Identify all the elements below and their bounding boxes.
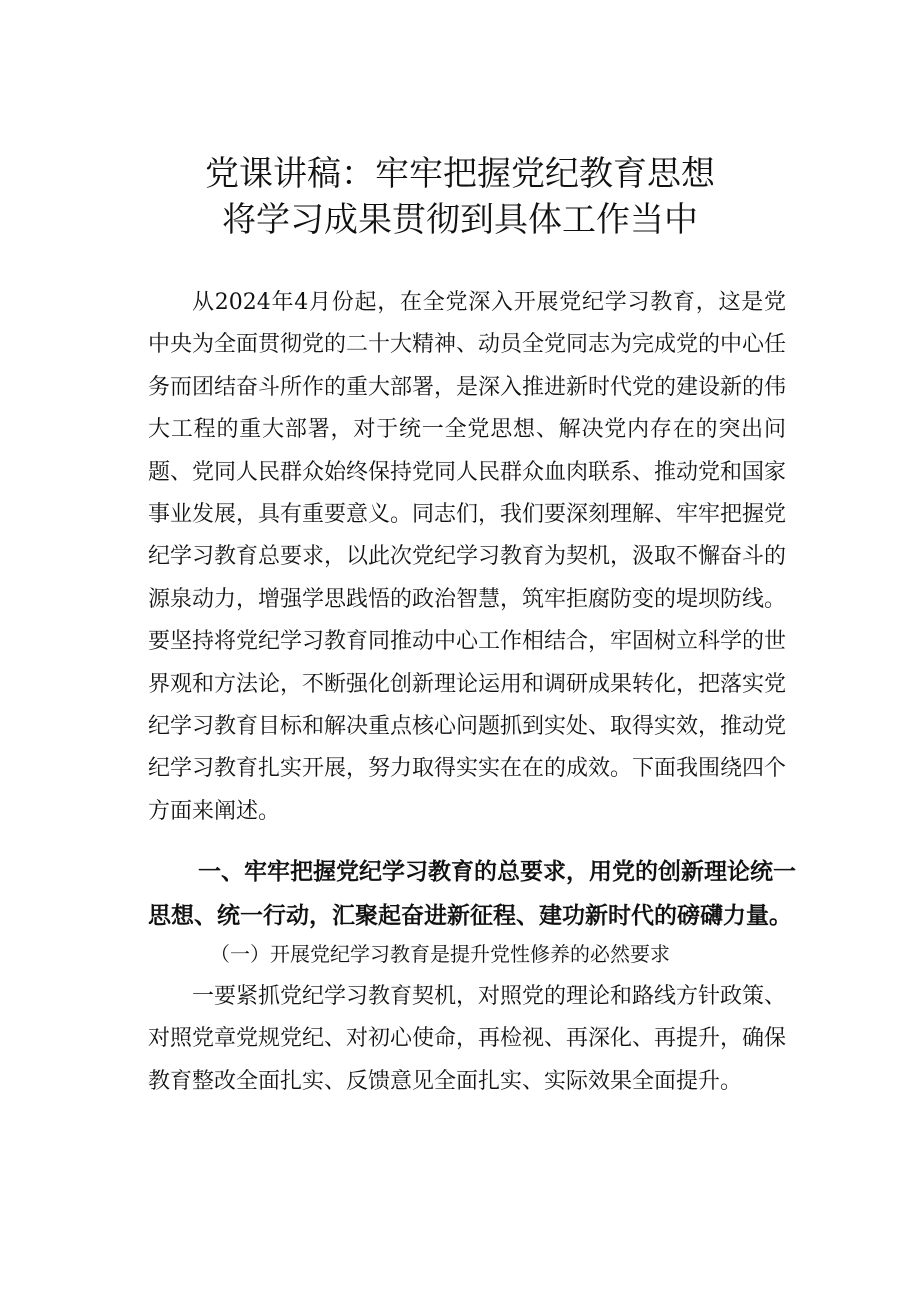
section-heading-1: 一、牢牢把握党纪学习教育的总要求，用党的创新理论统一思想、统一行动，汇聚起奋进新征程、建功新时代的磅礴力量。 [148,859,796,929]
intro-paragraph: 从2024年4月份起，在全党深入开展党纪学习教育，这是党中央为全面贯彻党的二十大精神、动员全党同志为完成党的中心任务而团结奋斗所作的重大部署，是深入推进新时代党的建设新的伟大工程的重大部署，对于统一全党思想、解决党内存在的突出问题、党同人民群众始终保持党同人民群众血肉联系、推动党和国家事业发展，具有重要意义。同志们，我们要深刻理解、牢牢把握党纪学习教育总要求，以此次党纪学习教育为契机，汲取不懈奋斗的源泉动力，增强学思践悟的政治智慧，筑牢拒腐防变的堤坝防线。要坚持将党纪学习教育同推动中心工作相结合，牢固树立科学的世界观和方法论，不断强化创新理论运用和调研成果转化，把落实党纪学习教育目标和解决重点核心问题抓到实处、取得实效，推动党纪学习教育扎实开展，努力取得实实在在的成效。下面我围绕四个方面来阐述。 [148,290,787,824]
document-title-line-1: 党课讲稿：牢牢把握党纪教育思想 [205,154,715,194]
subsection-heading-1: （一）开展党纪学习教育是提升党性修养的必然要求 [210,942,670,966]
document-title-line-2: 将学习成果贯彻到具体工作当中 [222,200,698,240]
subsection-paragraph-1: 一要紧抓党纪学习教育契机，对照党的理论和路线方针政策、对照党章党规党纪、对初心使命，再检视、再深化、再提升，确保教育整改全面扎实、反馈意见全面扎实、实际效果全面提升。 [148,984,787,1094]
